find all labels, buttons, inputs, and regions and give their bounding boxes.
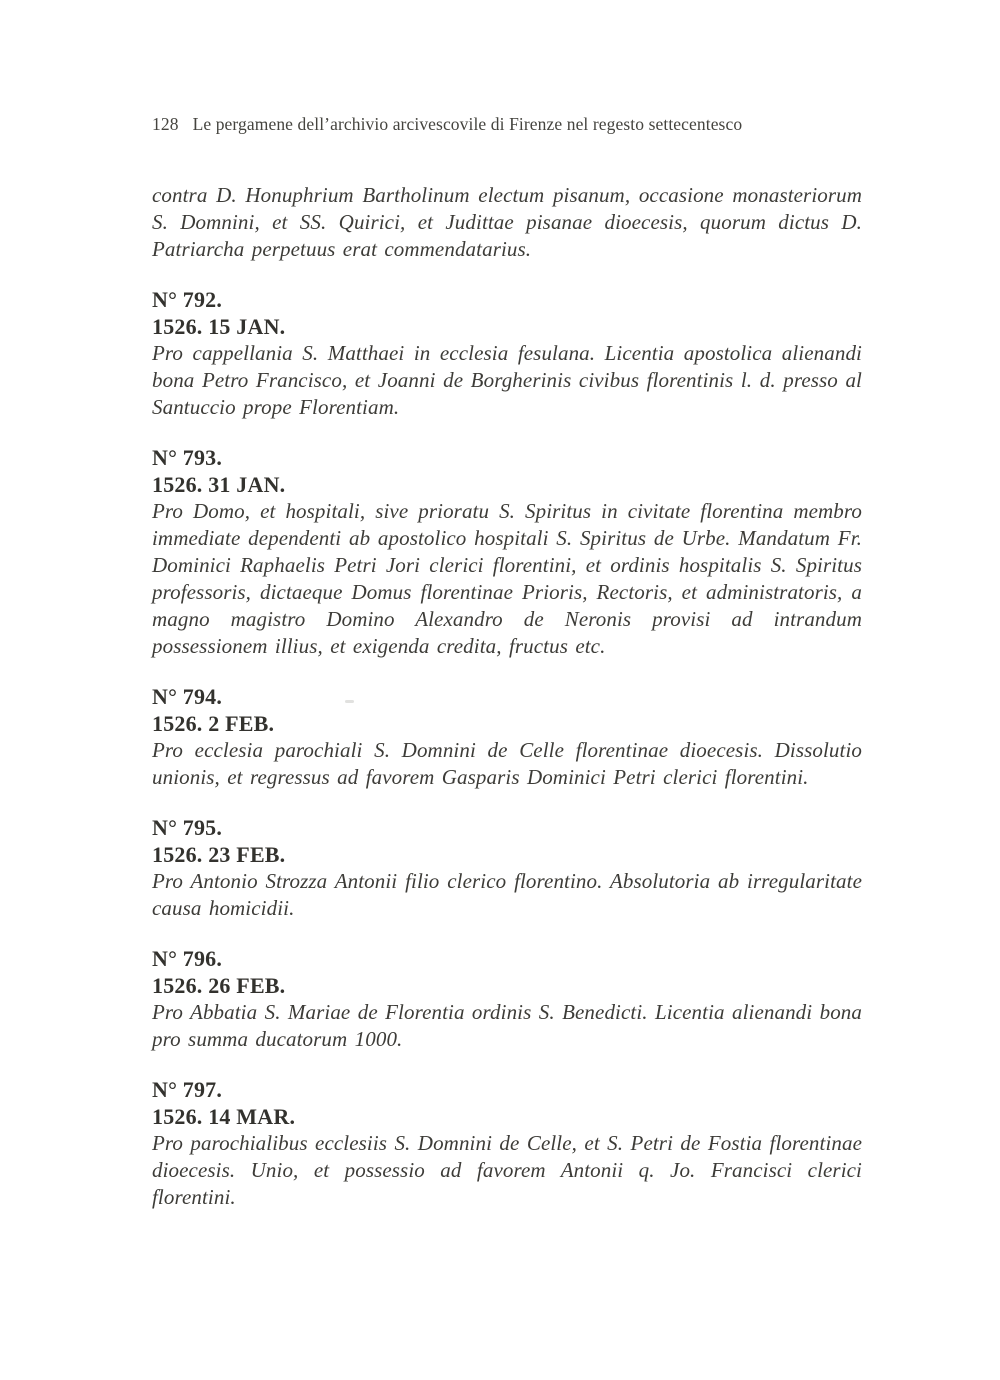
entry-text: Pro Antonio Strozza Antonii filio clerico florentino. Absolutoria ab irregularitate causa homicidii. [152,869,862,920]
entry-text: Pro Abbatia S. Mariae de Florentia ordinis S. Benedicti. Licentia alienandi bona pro summa ducatorum 1000. [152,1000,862,1051]
regesto-entry-792 [152,286,862,421]
entry-number: N° 793. [152,445,223,470]
entry-number: N° 794. [152,684,223,709]
entry-date: 1526. 26 FEB. [152,973,286,998]
entry-number: N° 792. [152,287,223,312]
entry-number: N° 795. [152,815,223,840]
regesto-entry-796 [152,945,862,1053]
page-number: 128 [152,114,179,134]
regesto-entry-793 [152,444,862,660]
running-header [152,112,862,136]
entry-text: Pro ecclesia parochiali S. Domnini de Celle florentinae dioecesis. Dissolutio unionis, et regressus ad favorem Gasparis Dominici Petri clerici florentini. [152,738,862,789]
entry-date: 1526. 15 JAN. [152,314,286,339]
entry-text: Pro Domo, et hospitali, sive prioratu S. Spiritus in civitate florentina membro immediate dependenti ab apostolico hospitali S. Spiritus de Urbe. Mandatum Fr. Dominici Raphaelis Petri Jori clerici florentini, et ordinis hospitalis S. Spiritus professoris, dictaeque Domus florentinae Prioris, Rectoris, et administratoris, a magno magistro Domino Alexandro de Neronis provisi ad intrandum possessionem illius, et exigenda credita, fructus etc. [152,499,862,658]
entry-date: 1526. 14 MAR. [152,1104,296,1129]
entry-date: 1526. 23 FEB. [152,842,286,867]
page-content [152,112,862,1211]
continuation-paragraph: contra D. Honuphrium Bartholinum electum pisanum, occasione monasteriorum S. Domnini, et SS. Quirici, et Judittae pisanae dioecesis, quorum dictus D. Patriarcha perpetuus erat commendatarius. [152,183,862,261]
regesto-entry-794 [152,683,862,791]
scan-speck-artifact [345,700,354,703]
regesto-entry-795 [152,814,862,922]
entry-text: Pro cappellania S. Matthaei in ecclesia fesulana. Licentia apostolica alienandi bona Petro Francisco, et Joanni de Borgherinis civibus florentinis l. d. presso al Santuccio prope Florentiam. [152,341,862,419]
regesto-entry-797 [152,1076,862,1211]
running-title: Le pergamene dell’archivio arcivescovile di Firenze nel regesto settecentesco [192,114,743,134]
entry-date: 1526. 2 FEB. [152,711,275,736]
entry-text: Pro parochialibus ecclesiis S. Domnini de Celle, et S. Petri de Fostia florentinae dioecesis. Unio, et possessio ad favorem Antonii q. Jo. Francisci clerici florentini. [152,1131,862,1209]
entry-date: 1526. 31 JAN. [152,472,286,497]
entry-number: N° 797. [152,1077,223,1102]
entry-number: N° 796. [152,946,223,971]
